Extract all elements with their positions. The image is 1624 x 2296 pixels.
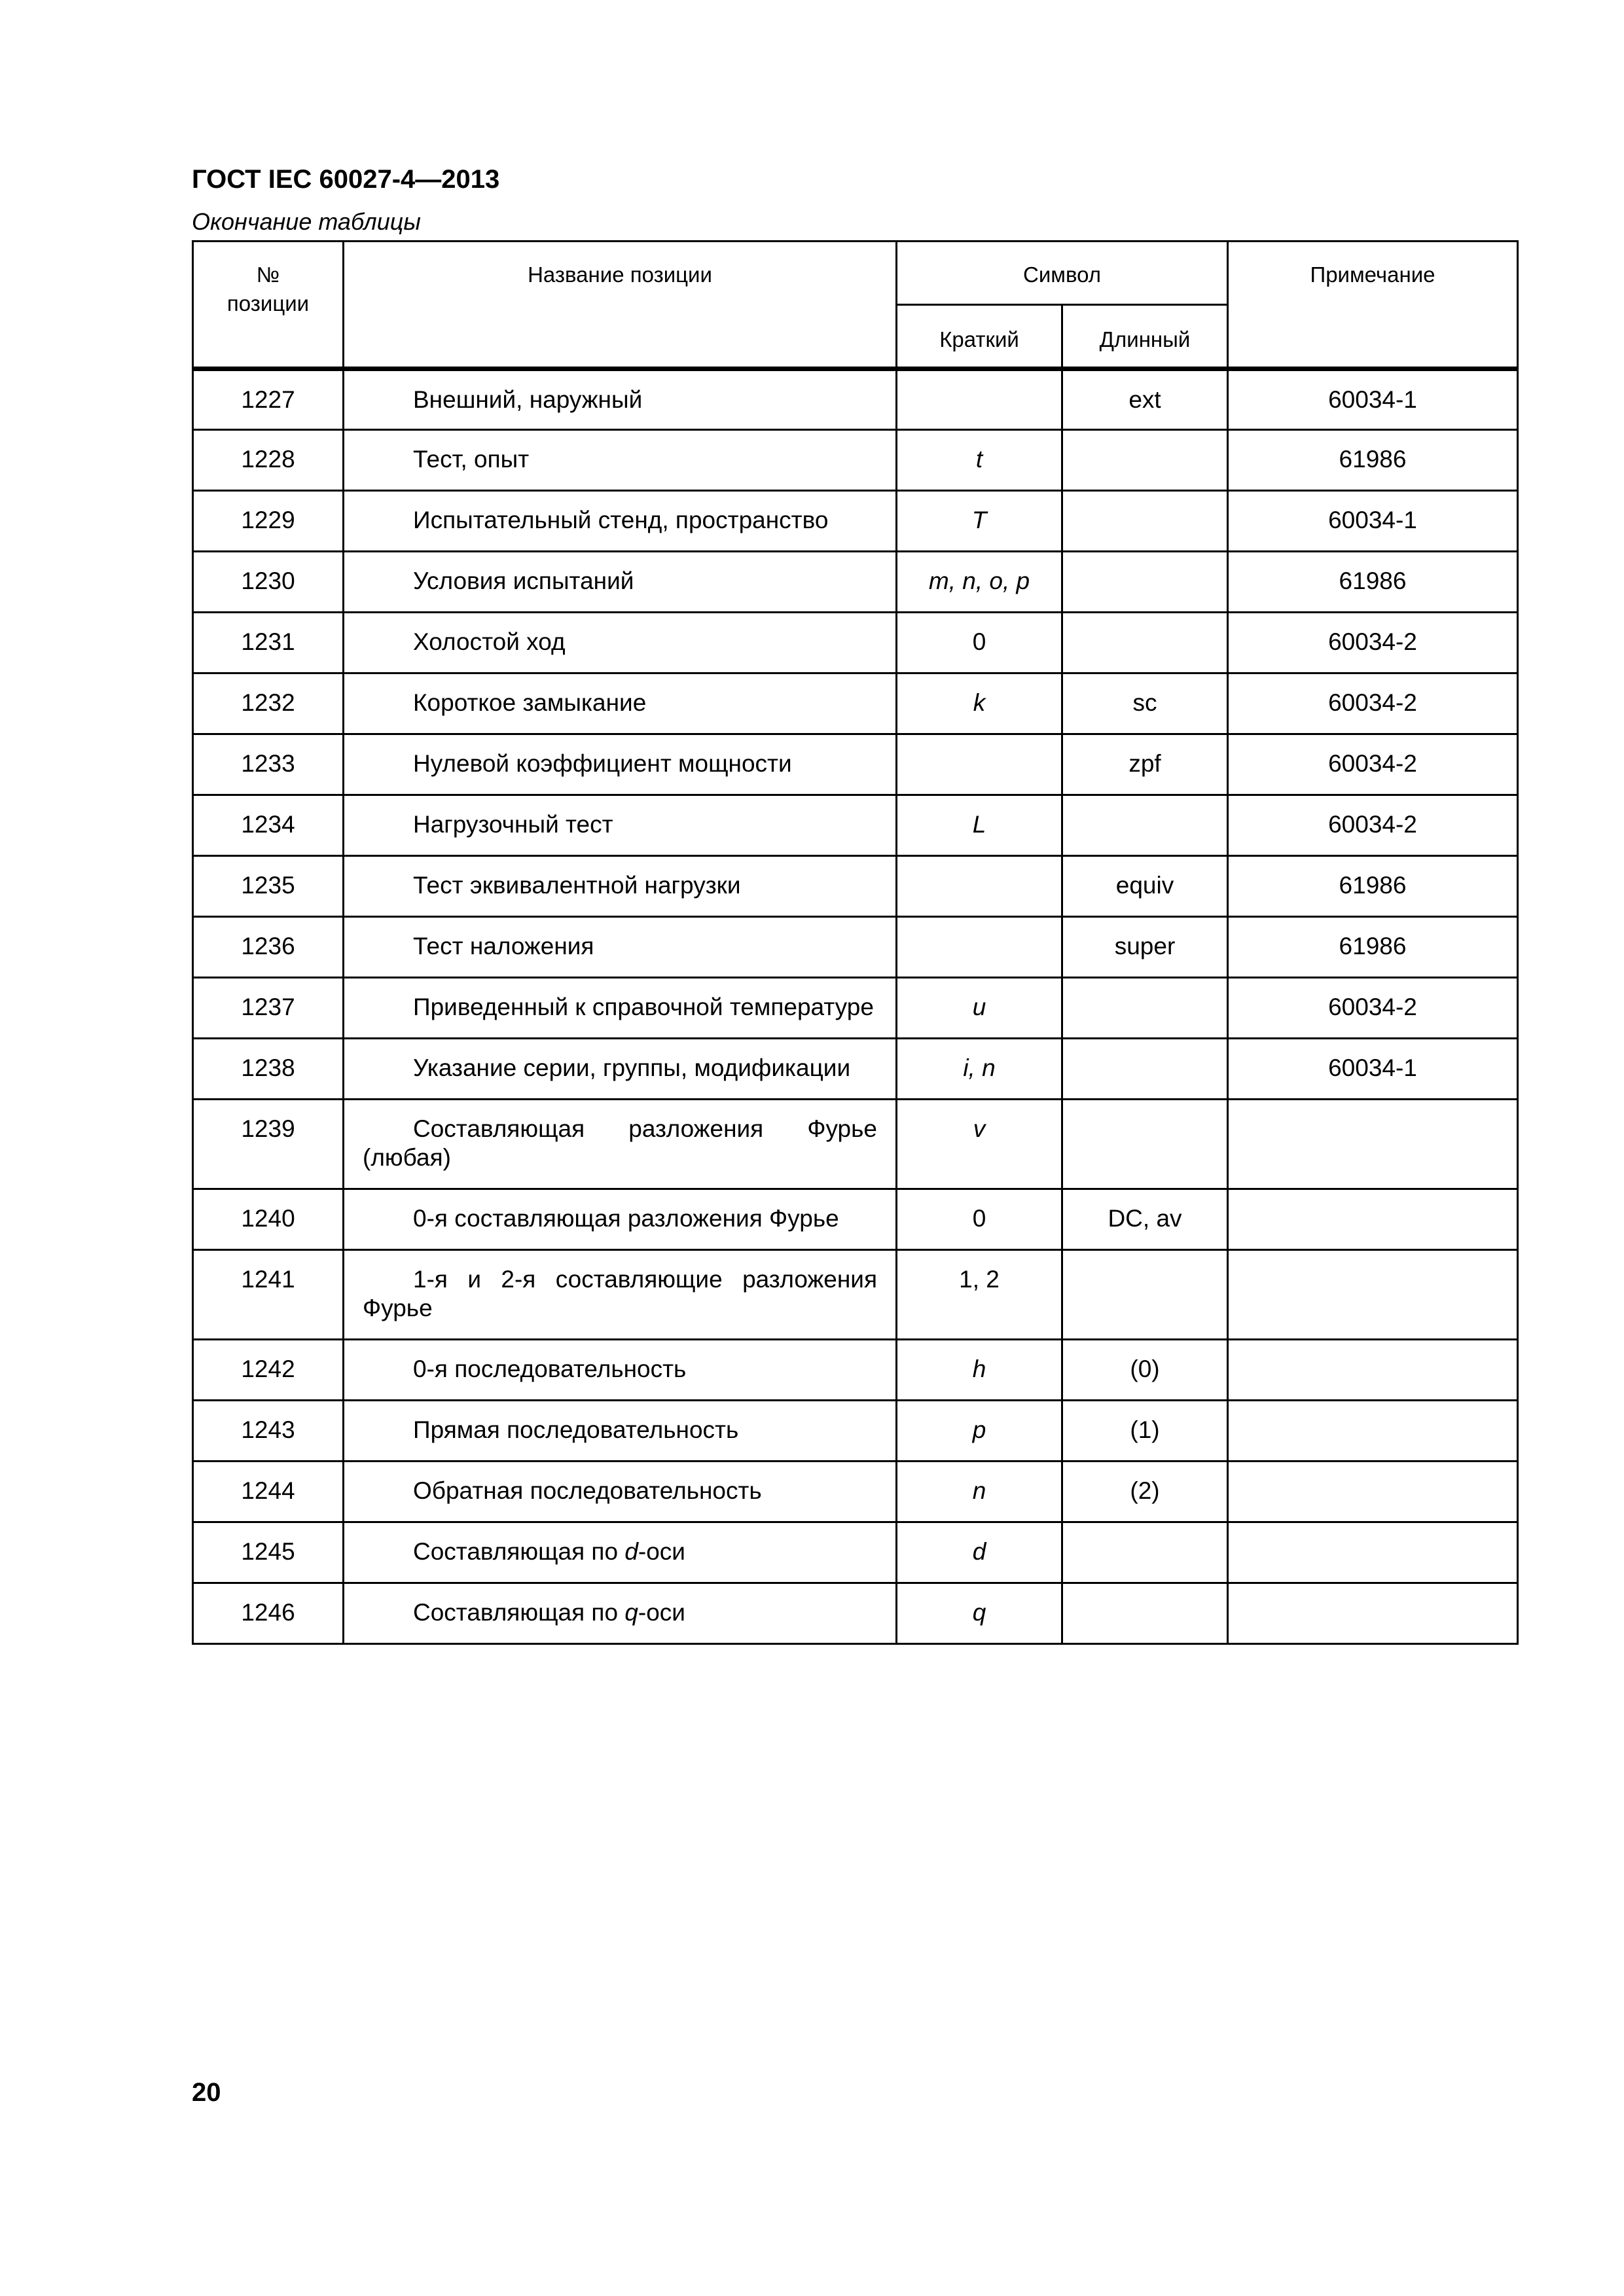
cell-short xyxy=(897,917,1062,978)
table-caption: Окончание таблицы xyxy=(192,208,421,235)
cell-short: u xyxy=(897,978,1062,1039)
header-short: Краткий xyxy=(897,305,1062,369)
cell-long: sc xyxy=(1062,673,1228,734)
cell-short: h xyxy=(897,1340,1062,1401)
cell-long xyxy=(1062,1039,1228,1100)
cell-short xyxy=(897,856,1062,917)
cell-long xyxy=(1062,1583,1228,1644)
table-row xyxy=(193,1401,1518,1462)
cell-short: p xyxy=(897,1401,1062,1462)
cell-name: Холостой ход xyxy=(344,613,897,673)
cell-num: 1245 xyxy=(193,1522,344,1583)
table-row xyxy=(193,1462,1518,1522)
cell-long: zpf xyxy=(1062,734,1228,795)
cell-short: d xyxy=(897,1522,1062,1583)
cell-name: Прямая последовательность xyxy=(344,1401,897,1462)
cell-num: 1232 xyxy=(193,673,344,734)
cell-num: 1227 xyxy=(193,369,344,430)
cell-note: 60034-1 xyxy=(1228,1039,1518,1100)
cell-long: super xyxy=(1062,917,1228,978)
cell-name: Испытательный стенд, пространство xyxy=(344,491,897,552)
cell-name: Нулевой коэффициент мощности xyxy=(344,734,897,795)
cell-long xyxy=(1062,491,1228,552)
header-symbol: Символ xyxy=(897,242,1228,305)
cell-num: 1231 xyxy=(193,613,344,673)
cell-long: equiv xyxy=(1062,856,1228,917)
cell-num: 1234 xyxy=(193,795,344,856)
cell-short: 1, 2 xyxy=(897,1250,1062,1340)
cell-name xyxy=(344,1583,897,1644)
cell-long xyxy=(1062,795,1228,856)
cell-short xyxy=(897,369,1062,430)
cell-note: 60034-2 xyxy=(1228,978,1518,1039)
cell-long: ext xyxy=(1062,369,1228,430)
cell-num: 1244 xyxy=(193,1462,344,1522)
cell-note: 60034-2 xyxy=(1228,795,1518,856)
cell-num: 1243 xyxy=(193,1401,344,1462)
cell-short: k xyxy=(897,673,1062,734)
cell-long: DC, av xyxy=(1062,1189,1228,1250)
header-note: Примечание xyxy=(1228,242,1518,369)
cell-num: 1236 xyxy=(193,917,344,978)
cell-note xyxy=(1228,1189,1518,1250)
cell-name: Нагрузочный тест xyxy=(344,795,897,856)
cell-short: T xyxy=(897,491,1062,552)
cell-short: 0 xyxy=(897,1189,1062,1250)
table-row xyxy=(193,673,1518,734)
cell-num: 1229 xyxy=(193,491,344,552)
cell-name: Тест эквивалентной нагрузки xyxy=(344,856,897,917)
table-row xyxy=(193,917,1518,978)
cell-note xyxy=(1228,1583,1518,1644)
cell-note: 60034-2 xyxy=(1228,734,1518,795)
name-text: Составляющая по xyxy=(413,1599,625,1626)
cell-short: m, n, o, p xyxy=(897,552,1062,613)
cell-long xyxy=(1062,430,1228,491)
cell-name: Приведенный к справочной температуре xyxy=(344,978,897,1039)
cell-num: 1246 xyxy=(193,1583,344,1644)
table-row xyxy=(193,1100,1518,1189)
document-code: ГОСТ IEC 60027-4—2013 xyxy=(192,165,500,194)
cell-note: 60034-1 xyxy=(1228,491,1518,552)
table-row xyxy=(193,1522,1518,1583)
cell-num: 1238 xyxy=(193,1039,344,1100)
name-suffix: -оси xyxy=(638,1538,685,1565)
cell-name: 0-я составляющая разложения Фурье xyxy=(344,1189,897,1250)
table-row xyxy=(193,430,1518,491)
table-row xyxy=(193,1583,1518,1644)
cell-note: 61986 xyxy=(1228,552,1518,613)
cell-short: 0 xyxy=(897,613,1062,673)
cell-num: 1230 xyxy=(193,552,344,613)
cell-name: Составляющая разложения Фурье (любая) xyxy=(344,1100,897,1189)
cell-note xyxy=(1228,1340,1518,1401)
table-row xyxy=(193,369,1518,430)
table-row xyxy=(193,613,1518,673)
cell-short: n xyxy=(897,1462,1062,1522)
cell-short: i, n xyxy=(897,1039,1062,1100)
cell-name: Обратная последовательность xyxy=(344,1462,897,1522)
header-long: Длинный xyxy=(1062,305,1228,369)
cell-note xyxy=(1228,1401,1518,1462)
cell-num: 1239 xyxy=(193,1100,344,1189)
cell-name: Тест, опыт xyxy=(344,430,897,491)
header-num: № позиции xyxy=(193,242,344,369)
cell-note: 60034-2 xyxy=(1228,673,1518,734)
cell-short: v xyxy=(897,1100,1062,1189)
cell-short: q xyxy=(897,1583,1062,1644)
name-suffix: -оси xyxy=(638,1599,685,1626)
table-row xyxy=(193,1039,1518,1100)
cell-long xyxy=(1062,552,1228,613)
cell-num: 1233 xyxy=(193,734,344,795)
cell-num: 1228 xyxy=(193,430,344,491)
cell-long: (0) xyxy=(1062,1340,1228,1401)
cell-name: Указание серии, группы, модификации xyxy=(344,1039,897,1100)
table-row xyxy=(193,1340,1518,1401)
cell-num: 1240 xyxy=(193,1189,344,1250)
cell-num: 1235 xyxy=(193,856,344,917)
cell-note: 61986 xyxy=(1228,917,1518,978)
cell-long xyxy=(1062,978,1228,1039)
table-row xyxy=(193,1250,1518,1340)
cell-name: Внешний, наружный xyxy=(344,369,897,430)
cell-long xyxy=(1062,1250,1228,1340)
cell-long xyxy=(1062,613,1228,673)
cell-note: 61986 xyxy=(1228,856,1518,917)
table-row xyxy=(193,856,1518,917)
axis-variable: q xyxy=(624,1599,638,1626)
cell-note: 60034-1 xyxy=(1228,369,1518,430)
cell-note xyxy=(1228,1522,1518,1583)
cell-name xyxy=(344,1522,897,1583)
cell-name: Короткое замыкание xyxy=(344,673,897,734)
table-header xyxy=(193,242,1518,369)
cell-long xyxy=(1062,1100,1228,1189)
header-name: Название позиции xyxy=(344,242,897,369)
cell-name: 1-я и 2-я составляющие разложения Фурье xyxy=(344,1250,897,1340)
axis-variable: d xyxy=(624,1538,638,1565)
cell-note: 61986 xyxy=(1228,430,1518,491)
cell-num: 1241 xyxy=(193,1250,344,1340)
table-row xyxy=(193,795,1518,856)
page-number: 20 xyxy=(192,2078,221,2107)
cell-short xyxy=(897,734,1062,795)
cell-name: Условия испытаний xyxy=(344,552,897,613)
table-row xyxy=(193,491,1518,552)
cell-name: Тест наложения xyxy=(344,917,897,978)
cell-short: L xyxy=(897,795,1062,856)
cell-name: 0-я последовательность xyxy=(344,1340,897,1401)
cell-num: 1242 xyxy=(193,1340,344,1401)
name-text: Составляющая по xyxy=(413,1538,625,1565)
cell-long: (1) xyxy=(1062,1401,1228,1462)
cell-short: t xyxy=(897,430,1062,491)
cell-note xyxy=(1228,1100,1518,1189)
table-row xyxy=(193,552,1518,613)
table-row xyxy=(193,1189,1518,1250)
cell-note xyxy=(1228,1462,1518,1522)
table-row xyxy=(193,978,1518,1039)
cell-note: 60034-2 xyxy=(1228,613,1518,673)
table-row xyxy=(193,734,1518,795)
symbols-table xyxy=(192,240,1519,1645)
cell-num: 1237 xyxy=(193,978,344,1039)
cell-long: (2) xyxy=(1062,1462,1228,1522)
cell-note xyxy=(1228,1250,1518,1340)
cell-long xyxy=(1062,1522,1228,1583)
